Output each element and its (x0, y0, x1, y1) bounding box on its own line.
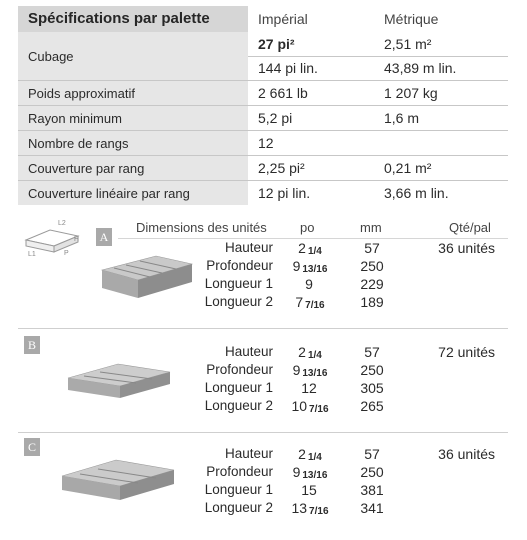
unit-divider (18, 432, 508, 433)
coverage-imperial: 2,25 pi² (258, 160, 305, 176)
dimension-po (280, 500, 340, 517)
dimension-mm: 265 (360, 398, 384, 414)
dimension-po (280, 362, 340, 379)
dimension-mm: 250 (360, 362, 384, 378)
dimension-label: Profondeur (206, 258, 273, 273)
table-header (18, 6, 508, 32)
dimension-mm: 305 (360, 380, 384, 396)
po-fraction: 7/16 (305, 300, 325, 311)
dimension-label: Hauteur (224, 344, 273, 359)
dimension-mm: 250 (360, 258, 384, 274)
po-fraction: 1/4 (307, 246, 322, 257)
rows-imperial: 12 (258, 135, 274, 151)
row-label-rows: Nombre de rangs (18, 131, 248, 155)
dimension-label: Longueur 1 (204, 482, 273, 497)
po-whole: 10 (291, 398, 308, 414)
unit-block-b (0, 336, 527, 436)
unit-badge: B (24, 336, 40, 354)
row-label-weight: Poids approximatif (18, 81, 248, 105)
dimensions-header-po: po (300, 220, 315, 235)
po-fraction: 1/4 (307, 350, 322, 361)
dimension-mm: 229 (360, 276, 384, 292)
po-whole: 9 (305, 276, 313, 292)
dimension-label: Hauteur (224, 446, 273, 461)
row-label-radius: Rayon minimum (18, 106, 248, 130)
dimension-po (280, 380, 340, 397)
unit-block-a (0, 232, 527, 332)
dimension-po (280, 446, 340, 463)
po-whole: 12 (301, 380, 317, 396)
dimensions-header-qty: Qté/pal (449, 220, 491, 235)
weight-imperial: 2 661 lb (258, 85, 308, 101)
dimension-mm: 57 (364, 344, 380, 360)
dimension-label: Hauteur (224, 240, 273, 255)
dimension-po (280, 482, 340, 499)
dimension-mm: 250 (360, 464, 384, 480)
dimension-mm: 381 (360, 482, 384, 498)
dimension-label: Longueur 1 (204, 380, 273, 395)
unit-divider (18, 328, 508, 329)
dimension-mm: 57 (364, 446, 380, 462)
diagram-label-p: P (64, 250, 69, 257)
row-label-coverage: Couverture par rang (18, 156, 248, 180)
po-whole: 2 (298, 344, 306, 360)
dimension-po (280, 258, 340, 275)
po-fraction: 7/16 (309, 404, 329, 415)
dimensions-header-mm: mm (360, 220, 382, 235)
dimension-label: Longueur 1 (204, 276, 273, 291)
dimension-mm: 189 (360, 294, 384, 310)
dimension-label: Profondeur (206, 464, 273, 479)
po-whole: 9 (292, 258, 301, 274)
dimension-label: Longueur 2 (204, 500, 273, 515)
cubage-metric: 2,51 m² (384, 36, 432, 52)
po-whole: 2 (298, 446, 306, 462)
unit-quantity: 72 unités (438, 344, 495, 360)
dimensions-header-title: Dimensions des unités (136, 220, 267, 235)
dimension-po (280, 398, 340, 415)
unit-quantity: 36 unités (438, 446, 495, 462)
unit-badge: A (96, 228, 112, 246)
table-title: Spécifications par palette (18, 6, 248, 32)
dimension-label: Profondeur (206, 362, 273, 377)
po-fraction: 13/16 (302, 264, 328, 275)
row-label-cubage: Cubage (18, 32, 248, 80)
dimension-mm: 341 (360, 500, 384, 516)
dimension-po (280, 276, 340, 293)
imperial-column-header: Impérial (258, 11, 308, 27)
diagram-label-l1: L1 (28, 251, 36, 258)
row-label-linear-coverage: Couverture linéaire par rang (18, 181, 248, 205)
cubage-imperial: 27 pi² (258, 36, 295, 52)
diagram-label-l2: L2 (58, 220, 66, 227)
po-fraction: 13/16 (302, 368, 328, 379)
metric-column-header: Métrique (384, 11, 439, 27)
dimension-po (280, 240, 340, 257)
unit-block-c (0, 438, 527, 538)
unit-badge: C (24, 438, 40, 456)
dimension-po (280, 344, 340, 361)
po-whole: 7 (295, 294, 304, 310)
po-fraction: 1/4 (307, 452, 322, 463)
po-whole: 9 (292, 362, 301, 378)
radius-imperial: 5,2 pi (258, 110, 293, 126)
po-fraction: 13/16 (302, 470, 328, 481)
dimension-label: Longueur 2 (204, 294, 273, 309)
po-whole: 15 (301, 482, 317, 498)
cubage-metric-linear: 43,89 m lin. (384, 60, 457, 76)
unit-quantity: 36 unités (438, 240, 495, 256)
linear-coverage-metric: 3,66 m lin. (384, 185, 449, 201)
dimension-po (280, 294, 340, 311)
weight-metric: 1 207 kg (384, 85, 438, 101)
po-whole: 2 (298, 240, 306, 256)
radius-metric: 1,6 m (384, 110, 420, 126)
po-whole: 13 (291, 500, 308, 516)
cubage-imperial-linear: 144 pi lin. (258, 60, 318, 76)
po-fraction: 7/16 (309, 506, 329, 517)
dimension-label: Longueur 2 (204, 398, 273, 413)
dimension-mm: 57 (364, 240, 380, 256)
coverage-metric: 0,21 m² (384, 160, 432, 176)
diagram-label-h: H (74, 236, 80, 243)
po-whole: 9 (292, 464, 301, 480)
linear-coverage-imperial: 12 pi lin. (258, 185, 311, 201)
dimension-po (280, 464, 340, 481)
